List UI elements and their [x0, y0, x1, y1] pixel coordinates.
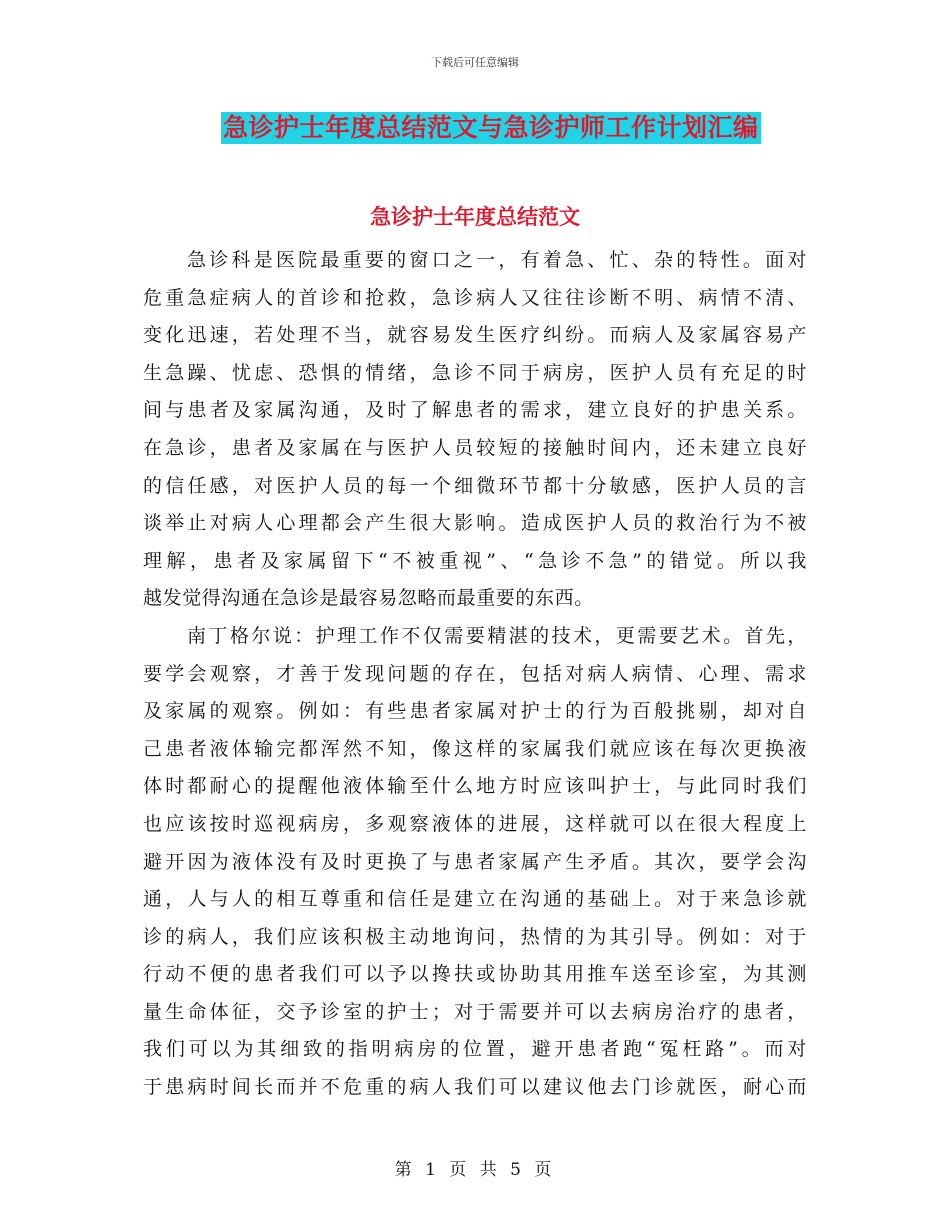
paragraph-2-line: 体时都耐心的提醒他液体输至什么地方时应该叫护士，与此同时我们	[143, 775, 807, 798]
section-title: 急诊护士年度总结范文	[370, 205, 580, 229]
paragraph-1-line: 变化迅速，若处理不当，就容易发生医疗纠纷。而病人及家属容易产	[143, 324, 807, 347]
paragraph-2-line: 要学会观察，才善于发现问题的存在，包括对病人病情、心理、需求	[143, 662, 807, 685]
page-footer: 第 1 页 共 5 页	[394, 1160, 556, 1180]
paragraph-2-line: 通，人与人的相互尊重和信任是建立在沟通的基础上。对于来急诊就	[143, 888, 807, 911]
paragraph-1-line: 越发觉得沟通在急诊是最容易忽略而最重要的东西。	[143, 587, 594, 610]
paragraph-2-line: 南丁格尔说：护理工作不仅需要精湛的技术，更需要艺术。首先，	[187, 624, 807, 647]
paragraph-2-line: 行动不便的患者我们可以予以搀扶或协助其用推车送至诊室，为其测	[143, 963, 807, 986]
paragraph-1-line: 急诊科是医院最重要的窗口之一，有着急、忙、杂的特性。面对	[187, 249, 807, 271]
paragraph-2-line: 诊的病人，我们应该积极主动地询问，热情的为其引导。例如：对于	[143, 925, 807, 948]
document-title: 急诊护士年度总结范文与急诊护师工作计划汇编	[223, 113, 759, 142]
paragraph-1-line: 的信任感，对医护人员的每一个细微环节都十分敏感，医护人员的言	[143, 474, 807, 497]
paragraph-1-line: 危重急症病人的首诊和抢救，急诊病人又往往诊断不明、病情不清、	[143, 286, 807, 309]
document-body	[143, 242, 807, 1107]
paragraph-2-line: 己患者液体输完都浑然不知，像这样的家属我们就应该在每次更换液	[143, 737, 807, 760]
paragraph-2-line: 量生命体征，交予诊室的护士；对于需要并可以去病房治疗的患者，	[143, 1000, 807, 1023]
paragraph-1-line: 谈举止对病人心理都会产生很大影响。造成医护人员的救治行为不被	[143, 512, 807, 535]
paragraph-2-line: 我们可以为其细致的指明病房的位置，避开患者跑“冤枉路”。而对	[143, 1038, 807, 1061]
paragraph-2-line: 及家属的观察。例如：有些患者家属对护士的行为百般挑剔，却对自	[143, 700, 807, 723]
paragraph-2-line: 于患病时间长而并不危重的病人我们可以建议他去门诊就医，耐心而	[143, 1076, 807, 1099]
paragraph-1-line: 在急诊，患者及家属在与医护人员较短的接触时间内，还未建立良好	[143, 436, 807, 459]
paragraph-2-line: 避开因为液体没有及时更换了与患者家属产生矛盾。其次，要学会沟	[143, 850, 807, 873]
paragraph-1-line: 理解，患者及家属留下“不被重视”、“急诊不急”的错觉。所以我	[143, 549, 807, 572]
header-note: 下载后可任意编辑	[431, 56, 519, 69]
document-title-highlight	[221, 112, 761, 144]
paragraph-1-line: 生急躁、忧虑、恐惧的情绪，急诊不同于病房，医护人员有充足的时	[143, 361, 807, 384]
paragraph-2-line: 也应该按时巡视病房，多观察液体的进展，这样就可以在很大程度上	[143, 812, 807, 835]
paragraph-1-line: 间与患者及家属沟通，及时了解患者的需求，建立良好的护患关系。	[143, 399, 807, 422]
